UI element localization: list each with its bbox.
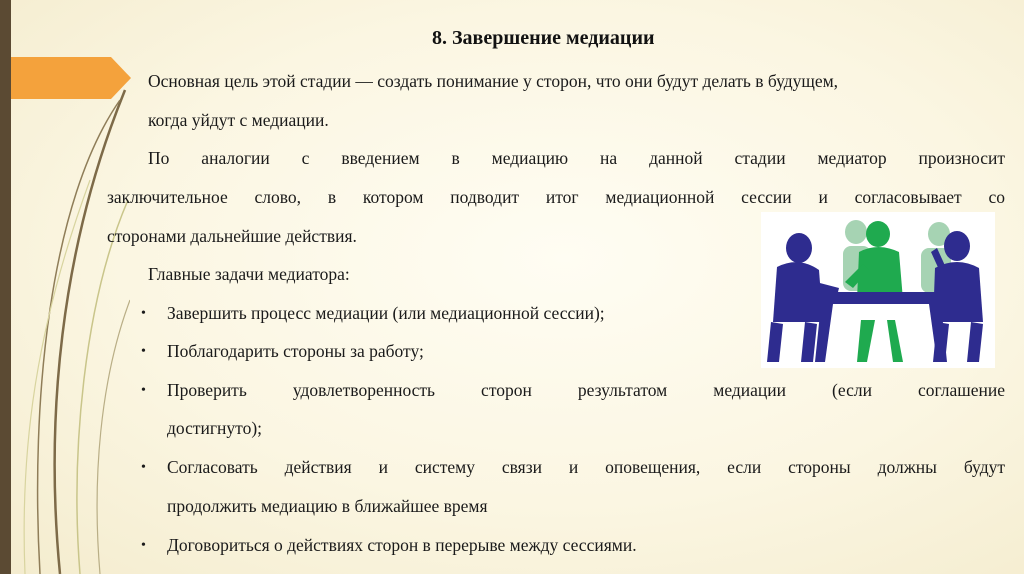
- people-at-table-illustration: [761, 212, 995, 368]
- bullet-dot: •: [141, 344, 146, 359]
- bullet-dot: •: [141, 538, 146, 553]
- list-item-continuation: достигнуто);: [167, 418, 263, 438]
- list-item: Согласовать действия и систему связи и оповещения, если стороны должны будут: [167, 457, 1005, 477]
- intro-line-2: когда уйдут с медиации.: [148, 110, 329, 130]
- intro-line-1: Основная цель этой стадии — создать понимание у сторон, что они будут делать в будущем,: [148, 71, 839, 91]
- analogy-line-3: сторонами дальнейшие действия.: [107, 226, 357, 246]
- list-item: Завершить процесс медиации (или медиационной сессии);: [167, 303, 605, 323]
- list-item: Договориться о действиях сторон в перерыве между сессиями.: [167, 535, 637, 555]
- bullet-dot: •: [141, 306, 146, 321]
- bullet-dot: •: [141, 383, 146, 398]
- analogy-line-2: заключительное слово, в котором подводит итог медиационной сессии и согласовывает со: [107, 187, 1005, 207]
- analogy-line-1: По аналогии с введением в медиацию на данной стадии медиатор произносит: [148, 148, 1005, 168]
- bullet-dot: •: [141, 460, 146, 475]
- slide-title: 8. Завершение медиации: [432, 27, 655, 49]
- list-item: Проверить удовлетворенность сторон результатом медиации (если соглашение: [167, 380, 1005, 400]
- tasks-heading: Главные задачи медиатора:: [148, 264, 350, 284]
- list-item: Поблагодарить стороны за работу;: [167, 341, 424, 361]
- orange-arrow-tab: [11, 57, 131, 99]
- list-item-continuation: продолжить медиацию в ближайшее время: [167, 496, 488, 516]
